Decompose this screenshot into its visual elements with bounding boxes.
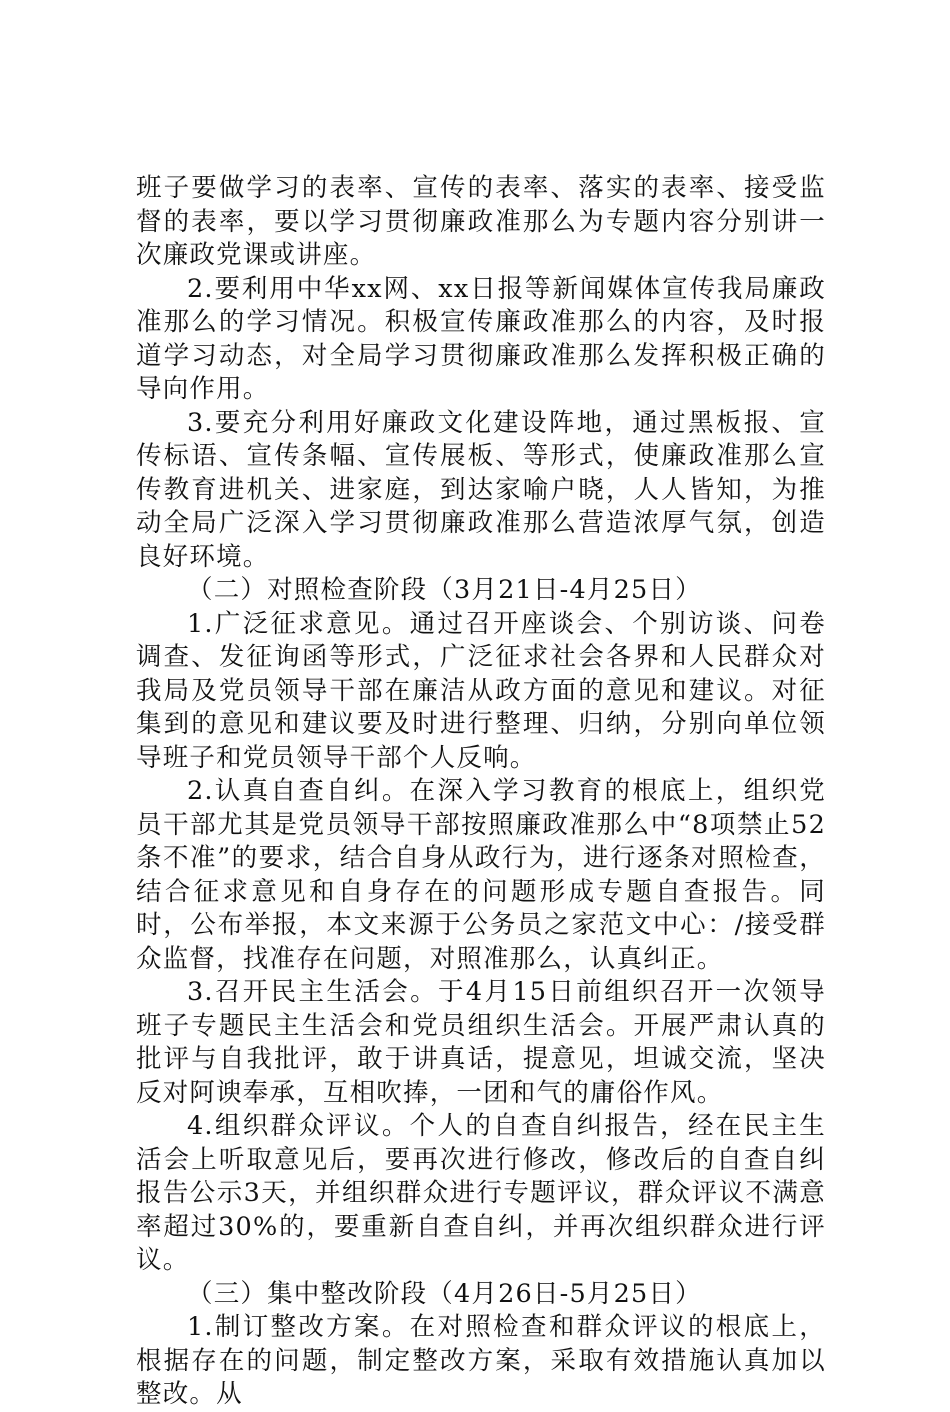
paragraph-item-3-meeting: 3.召开民主生活会。于4月15日前组织召开一次领导班子专题民主生活会和党员组织生活会。开展严肃认真的批评与自我批评，敢于讲真话，提意见，坦诚交流，坚决反对阿谀奉承，互相吹捧，一团和气的庸俗作风。 [136, 977, 826, 1108]
paragraph-continuation: 班子要做学习的表率、宣传的表率、落实的表率、接受监督的表率，要以学习贯彻廉政准那么为专题内容分别讲一次廉政党课或讲座。 [136, 173, 826, 270]
section-heading-stage-2: （二）对照检查阶段（3月21日-4月25日） [187, 575, 702, 605]
paragraph-item-2-self-check: 2.认真自查自纠。在深入学习教育的根底上，组织党员干部尤其是党员领导干部按照廉政准那么中“8项禁止52条不准”的要求，结合自身从政行为，进行逐条对照检查，结合征求意见和自身存在的问题形成专题自查报告。同时，公布举报，本文来源于公务员之家范文中心：/接受群众监督，找准存在问题，对照准那么，认真纠正。 [136, 776, 826, 974]
section-heading-stage-3: （三）集中整改阶段（4月26日-5月25日） [187, 1278, 702, 1309]
paragraph-item-4-evaluation: 4.组织群众评议。个人的自查自纠报告，经在民主生活会上听取意见后，要再次进行修改，修改后的自查自纠报告公示3天，并组织群众进行专题评议，群众评议不满意率超过30%的，要重新自查自纠，并再次组织群众进行评议。 [136, 1111, 826, 1275]
paragraph-item-3-culture: 3.要充分利用好廉政文化建设阵地，通过黑板报、宣传标语、宣传条幅、宣传展板、等形式，使廉政准那么宣传教育进机关、进家庭，到达家喻户晓，人人皆知，为推动全局广泛深入学习贯彻廉政准那么营造浓厚气氛，创造良好环境。 [136, 407, 826, 572]
paragraph-item-1-opinions: 1.广泛征求意见。通过召开座谈会、个别访谈、问卷调查、发征询函等形式，广泛征求社会各界和人民群众对我局及党员领导干部在廉洁从政方面的意见和建议。对征集到的意见和建议要及时进行整理、归纳，分别向单位领导班子和党员领导干部个人反响。 [136, 608, 826, 773]
document-body [136, 172, 826, 1412]
paragraph-item-1-plan: 1.制订整改方案。在对照检查和群众评议的根底上，根据存在的问题，制定整改方案，采取有效措施认真加以整改。从 [136, 1312, 826, 1409]
paragraph-item-2-media: 2.要利用中华xx网、xx日报等新闻媒体宣传我局廉政准那么的学习情况。积极宣传廉政准那么的内容，及时报道学习动态，对全局学习贯彻廉政准那么发挥积极正确的导向作用。 [136, 273, 826, 404]
